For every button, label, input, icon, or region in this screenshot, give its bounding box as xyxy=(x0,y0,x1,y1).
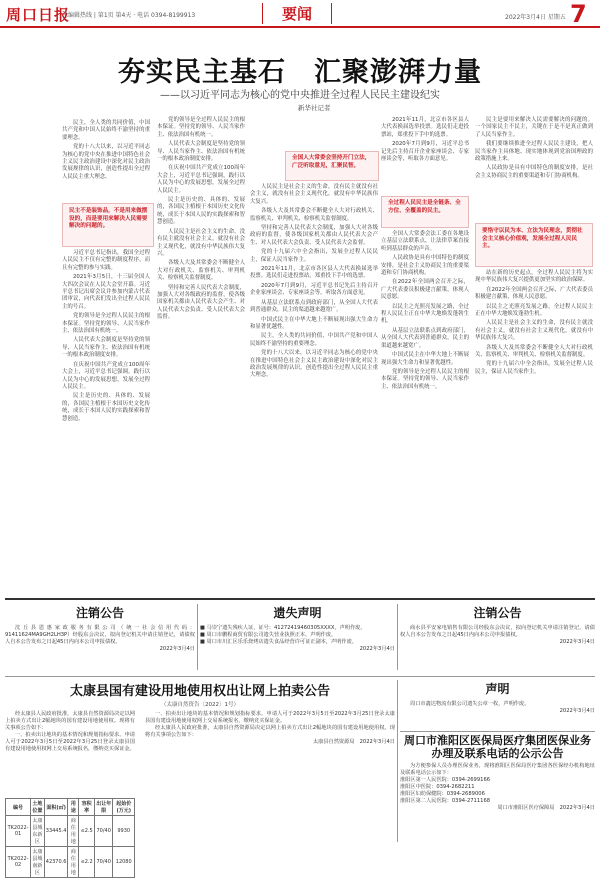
header-info: 总编辑热线 | 第1页 第4天 · 电话 0394-8199913 xyxy=(62,12,196,19)
paragraph: 以民主之光照亮发展之路，全过程人民民主正在中华大地焕发蓬勃生机。 xyxy=(381,303,469,325)
pull-quote-text: 全国人大常委会坚持开门立法，广泛听取意见，汇聚民智。 xyxy=(292,155,371,169)
article-column-1b xyxy=(62,250,150,595)
notice-date: 太康县自然资源局 2022年3月4日 xyxy=(312,739,395,745)
paragraph: 中国式民主在中华大地上不断展现出强大生命力和显著优越性。 xyxy=(381,352,469,366)
row-divider xyxy=(5,676,595,677)
table-header: 面积(㎡) xyxy=(44,799,68,816)
paragraph: 2021年11月，北京市各区县人大代表换届选举投票。选民们走进投票站，郑重投下手中的选票。 xyxy=(250,266,378,280)
table-cell: 太康县城东新区 xyxy=(31,816,45,847)
notice-date: 2022年3月4日 xyxy=(559,708,595,714)
notice-item: 淮阳区第二人民医院：0394-2711168 xyxy=(400,798,491,804)
paragraph: 从基层立法联系点到政府部门，从全国人大代表到普通群众，民主的渠道越来越宽广。 xyxy=(250,299,378,314)
paragraph: 党的领导是全过程人民民主的根本保证。坚持党的领导、人民当家作主、依法治国有机统一。 xyxy=(62,313,150,335)
notice-item: 淮阳区中医院：0394-2682211 xyxy=(400,784,475,790)
article-column-1a xyxy=(62,120,150,200)
paragraph: 人民民主是社会主义的生命，没有民主就没有社会主义，就没有社会主义现代化，就没有中华民族伟大复兴。 xyxy=(157,228,245,257)
article-column-4b xyxy=(381,231,469,595)
notice-title: 注销公告 xyxy=(473,606,522,620)
page-number: 7 xyxy=(570,0,587,28)
paragraph: 党的十九届六中全会指出，发展全过程人民民主，保证人民当家作主。 xyxy=(250,249,378,263)
row-divider xyxy=(400,731,595,732)
notice-body: 经太康县人民政府批准，太康县自然资源局决定以网上拍卖方式出让2幅地块的国有建设用地使用权。现将有关事项公告如下： xyxy=(145,725,395,738)
paragraph: 人民民主是社会主义的生命，没有民主就没有社会主义，就没有社会主义现代化，就没有中华民族伟大复兴。 xyxy=(250,184,378,205)
paragraph: 从基层立法联系点到政府部门，从全国人大代表到普通群众，民主的渠道越来越宽广。 xyxy=(381,327,469,349)
paragraph: 坚持和完善人民代表大会制度，加强人大对各级政府的监督，使各级国家机关都由人民代表大会产生、对人民代表大会负责、受人民代表大会监督。 xyxy=(157,284,245,321)
notice-statement xyxy=(400,680,595,730)
paragraph: 人民政协是具有中国特色的制度安排，是社会主义协商民主的重要渠道和专门协商机构。 xyxy=(381,255,469,277)
notice-item: ■ 马崇宁遗失残疾人证，证号：41272419460305XXXX，声明作废。 xyxy=(200,625,366,631)
pull-quote-text: 全过程人民民主是全链条、全方位、全覆盖的民主。 xyxy=(388,200,461,214)
notice-cancel-2 xyxy=(400,604,595,674)
column-divider xyxy=(197,604,198,670)
paragraph: 坚持和完善人民代表大会制度，加强人大对各级政府的监督，使各级国家机关都由人民代表大会产生、对人民代表大会负责、受人民代表大会监督。 xyxy=(250,225,378,246)
notice-body: 一、拍卖出让地块的基本情况和规划指标要求。申请人可于2022年3月5日至2022年3月25日登录太康县国有建设用地使用权网上交易系统报名，缴纳竞买保证金。 xyxy=(5,732,135,752)
paragraph: 各级人大及其常委会不断健全人大对行政机关、监察机关、审判机关、检察机关监督制度。 xyxy=(250,208,378,222)
notice-item: 淮阳区妇幼保健院：0394-2689006 xyxy=(400,791,485,797)
pull-quote xyxy=(381,196,469,228)
notice-date: 2022年3月4日 xyxy=(559,639,595,645)
notice-date: 2022年3月4日 xyxy=(359,646,395,652)
column-divider xyxy=(397,680,398,842)
notice-item: 淮阳区第一人民医院：0394-2699166 xyxy=(400,777,491,783)
paragraph: 以民主之光照亮发展之路，全过程人民民主正在中华大地焕发蓬勃生机。 xyxy=(475,303,593,318)
table-cell: 42370.6 xyxy=(44,847,68,878)
table-cell: ≤2.5 xyxy=(79,816,95,847)
paragraph: 党的十九届六中全会指出，发展全过程人民民主，保证人民当家作主。 xyxy=(475,361,593,375)
auction-title: 太康县国有建设用地使用权出让网上拍卖公告 xyxy=(69,684,330,699)
table-header: 土地位置 xyxy=(31,799,45,816)
pull-quote xyxy=(62,203,154,247)
notice-title: 遗失声明 xyxy=(273,606,322,620)
notice-lost xyxy=(200,604,395,674)
table-cell: 70/40 xyxy=(94,816,112,847)
auction-ref: （太康自然资告〔2022〕1号） xyxy=(161,702,239,708)
paragraph: 各级人大及其常委会不断健全人大对行政机关、监察机关、审判机关、检察机关监督制度。 xyxy=(475,344,593,359)
article-column-5a xyxy=(475,117,593,221)
paragraph: 2020年7月到9月，习近平总书记先后主持召开企业家座谈会、专家座谈会等，听取各方面意见。 xyxy=(381,141,469,163)
ad-section-divider xyxy=(5,598,595,600)
paragraph: 民主，全人类的共同价值，中国共产党和中国人民始终不渝坚持的重要理念。 xyxy=(250,333,378,347)
issue-date: 2022年3月4日 星期五 xyxy=(505,14,566,21)
table-row xyxy=(6,847,135,878)
notice-date: 周口市淮阳区医疗保障局 2022年3月4日 xyxy=(497,805,595,811)
paragraph: 党的十八大以来，以习近平同志为核心的党中央在推进中国特色社会主义民主政治建设中深化对民主政治发展规律的认识，创造性提出全过程人民民主重大理念。 xyxy=(250,350,378,379)
table-header-row xyxy=(6,799,135,816)
paragraph: 在庆祝中国共产党成立100周年大会上，习近平总书记强调，践行以人民为中心的发展思想，发展全过程人民民主。 xyxy=(157,165,245,194)
notice-date: 2022年3月4日 xyxy=(159,646,195,652)
paragraph: 民主是历史的、具体的、发展的，各国民主植根于本国历史文化传统，成长于本国人民的实践探索和智慧创造。 xyxy=(157,197,245,226)
pull-quote-text: 要恪守以民为本、立法为民理念，贯彻社会主义核心价值观，发展全过程人民民主。 xyxy=(482,228,583,250)
table-cell: ≤2.2 xyxy=(79,847,95,878)
notice-medical xyxy=(400,734,595,845)
table-cell: 商住用地 xyxy=(68,847,79,878)
column-divider xyxy=(397,604,398,670)
table-header: 用途 xyxy=(68,799,79,816)
paragraph: 在2022年全国两会召开之际，广大代表委员积极建言献策，体现人民意愿。 xyxy=(475,286,593,301)
article-column-4a xyxy=(381,117,469,193)
table-cell: 70/40 xyxy=(94,847,112,878)
paragraph: 民主是历史的、具体的、发展的，各国民主植根于本国历史文化传统，成长于本国人民的实践探索和智慧创造。 xyxy=(62,393,150,422)
section-title: 要闻 xyxy=(262,3,332,24)
paragraph: 2021年3月5日，十三届全国人大四次会议在人民大会堂开幕。习近平总书记出席会议并参加内蒙古代表团审议，向代表们发出全过程人民民主的号召。 xyxy=(62,274,150,310)
auction-table xyxy=(5,798,135,878)
paragraph: 人民代表大会制度是坚持党的领导、人民当家作主、依法治国有机统一的根本政治制度安排。 xyxy=(62,337,150,359)
table-cell: 33445.4 xyxy=(44,816,68,847)
table-cell: 12080 xyxy=(113,847,135,878)
pull-quote xyxy=(285,151,379,181)
pull-quote xyxy=(475,223,593,267)
paragraph: 人民民主是社会主义的生命，没有民主就没有社会主义，就没有社会主义现代化，就没有中华民族伟大复兴。 xyxy=(475,320,593,342)
paragraph: 全国人大常委会法工委在各地设立基层立法联系点，让法律草案直接听到基层群众的声音。 xyxy=(381,231,469,252)
notice-body: 周口市鑫达物流有限公司遗失公章一枚，声明作废。 xyxy=(410,701,530,707)
table-header: 出让年限 xyxy=(94,799,112,816)
paragraph: 党的领导是全过程人民民主的根本保证。坚持党的领导、人民当家作主、依法治国有机统一。 xyxy=(381,368,469,390)
notice-body: 经太康县人民政府批准，太康县自然资源局决定以网上拍卖方式出让2幅地块的国有建设用地使用权。现将有关事项公告如下： xyxy=(5,711,135,731)
article-title: 夯实民主基石 汇聚澎湃力量 xyxy=(118,57,482,88)
paragraph: 民主，全人类的共同价值，中国共产党和中国人民始终不渝坚持的重要理念。 xyxy=(62,120,150,141)
article-column-2 xyxy=(157,117,245,595)
article-subtitle: ——以习近平同志为核心的党中央推进全过程人民民主建设纪实 xyxy=(160,90,440,101)
table-cell: 9930 xyxy=(113,816,135,847)
paragraph: 我们要继续推进全过程人民民主建设，把人民当家作主具体地、现实地体现到党治国理政的政策措施上来。 xyxy=(475,141,593,163)
notice-item: ■ 周口市鹏程商贸有限公司遗失营业执照正本，声明作废。 xyxy=(200,632,337,638)
table-cell: TK2022-02 xyxy=(6,847,31,878)
article-column-3-top xyxy=(250,118,282,148)
table-header: 编号 xyxy=(6,799,31,816)
paragraph: 人民代表大会制度是坚持党的领导、人民当家作主、依法治国有机统一的根本政治制度安排。 xyxy=(157,141,245,163)
table-cell: 商住用地 xyxy=(68,816,79,847)
table-header: 容积率 xyxy=(79,799,95,816)
table-cell: TK2022-01 xyxy=(6,816,31,847)
paragraph: 党的领导是全过程人民民主的根本保证。坚持党的领导、人民当家作主、依法治国有机统一。 xyxy=(157,117,245,138)
paragraph: 在庆祝中国共产党成立100周年大会上，习近平总书记强调，践行以人民为中心的发展思想，发展全过程人民民主。 xyxy=(62,361,150,390)
masthead xyxy=(0,0,600,28)
table-cell: 太康县城南新区 xyxy=(31,847,45,878)
notice-body: 一、拍卖出让地块的基本情况和规划指标要求。申请人可于2022年3月5日至2022年3月25日登录太康县国有建设用地使用权网上交易系统报名，缴纳竞买保证金。 xyxy=(145,711,395,724)
notice-cancel-1 xyxy=(5,604,195,674)
notice-item: ■ 周口市川汇区乐乐烧烤店遗失食品经营许可证正副本，声明作废。 xyxy=(200,639,357,645)
paragraph: 中国式民主在中华大地上不断展现出强大生命力和显著优越性。 xyxy=(250,316,378,330)
article-reporter: 新华社记者 xyxy=(298,104,331,112)
notice-title: 注销公告 xyxy=(75,606,124,620)
article-column-3 xyxy=(250,184,378,595)
table-header: 起始价(万元) xyxy=(113,799,135,816)
paragraph: 2020年7月到9月，习近平总书记先后主持召开企业家座谈会、专家座谈会等，听取各方面意见。 xyxy=(250,282,378,297)
paragraph: 习近平总书记指出，我国全过程人民民主不仅有完整的制度程序，而且有完整的参与实践。 xyxy=(62,250,150,271)
notice-body: 为方便参保人员办理医保业务，现将淮阳区医保局医疗集团各医保经办机构地址及联系电话公示如下： xyxy=(400,763,595,776)
paragraph: 在2022年全国两会召开之际，广大代表委员积极建言献策，体现人民意愿。 xyxy=(381,279,469,301)
paragraph: 2021年11月，北京市各区县人大代表换届选举投票。选民们走进投票站，郑重投下手中的选票。 xyxy=(381,117,469,138)
article-column-5b xyxy=(475,270,593,595)
newspaper-logo: 周口日报 xyxy=(6,6,71,24)
notice-body: 沈丘县恩惠家政服务有限公司（统一社会信用代码：91411624MA9GH2LH3P）经股东会决议，拟向登记机关申请注销登记，请债权人自本公告发布之日起45日内向本公司申报债权。 xyxy=(5,625,195,645)
notice-body: 商水县平安家电销售有限公司经股东会决议，拟向登记机关申请注销登记，请债权人自本公告发布之日起45日内向本公司申报债权。 xyxy=(400,625,595,638)
table-row xyxy=(6,816,135,847)
auction-notice xyxy=(5,680,395,876)
notice-title: 声明 xyxy=(485,682,510,696)
paragraph: 党的十八大以来，以习近平同志为核心的党中央在推进中国特色社会主义民主政治建设中深化对民主政治发展规律的认识，创造性提出全过程人民民主重大理念。 xyxy=(62,144,150,180)
paragraph: 民主是要用来解决人民需要解决的问题的。一个国家民主不民主，关键在于是不是真正做到了人民当家作主。 xyxy=(475,117,593,138)
paragraph: 各级人大及其常委会不断健全人大对行政机关、监察机关、审判机关、检察机关监督制度。 xyxy=(157,260,245,282)
paragraph: 人民政协是具有中国特色的制度安排，是社会主义协商民主的重要渠道和专门协商机构。 xyxy=(475,165,593,179)
pull-quote-text: 民主不是装饰品，不是用来做摆设的，而是要用来解决人民需要解决的问题的。 xyxy=(69,208,148,230)
paragraph: 站在新的历史起点，全过程人民民主将为实现中华民族伟大复兴提供更加坚实的政治保障。 xyxy=(475,270,593,284)
notice-title: 周口市淮阳区医保局医疗集团医保业务办理及联系电话的公示公告 xyxy=(404,734,591,760)
